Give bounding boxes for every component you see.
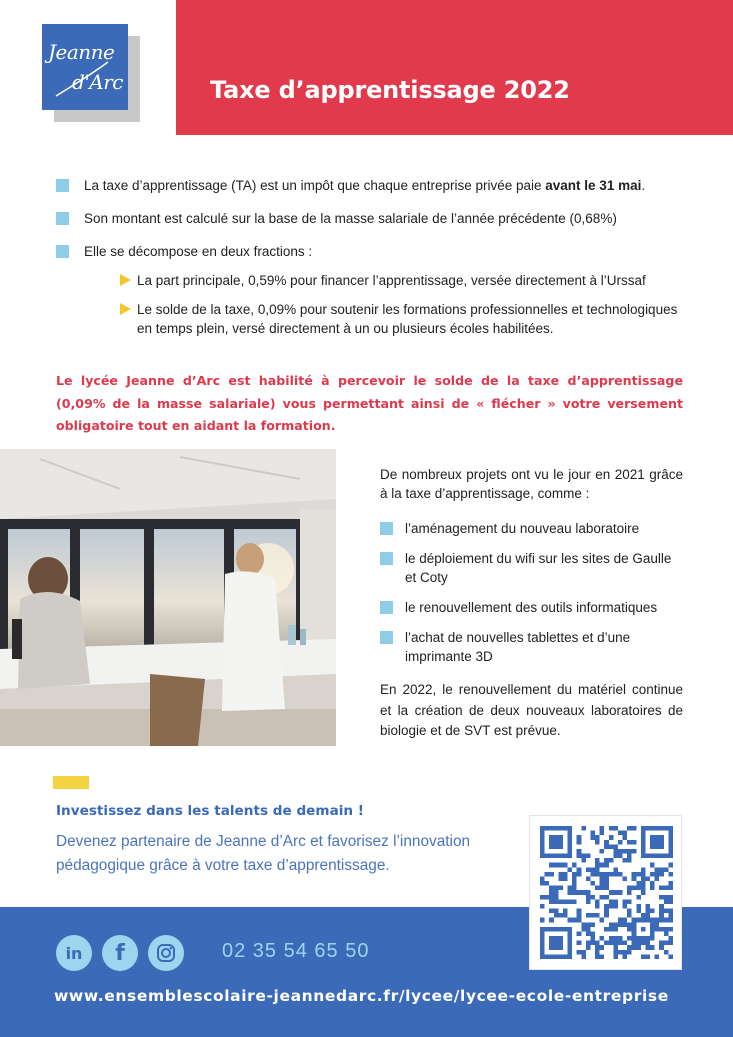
instagram-icon[interactable] xyxy=(148,935,184,971)
website-link[interactable]: www.ensemblescolaire-jeannedarc.fr/lycee/lycee-ecole-entreprise xyxy=(54,987,669,1005)
square-bullet-icon xyxy=(380,631,393,644)
square-bullet-icon xyxy=(380,522,393,535)
logo-line2: d'Arc xyxy=(72,70,124,94)
square-bullet-icon xyxy=(56,212,69,225)
square-bullet-icon xyxy=(56,245,69,258)
facebook-label: f xyxy=(115,940,125,966)
invest-title: Investissez dans les talents de demain ! xyxy=(56,803,365,819)
page-title: Taxe d’apprentissage 2022 xyxy=(210,76,570,104)
qr-code-icon[interactable] xyxy=(529,815,682,970)
logo-swirl-icon xyxy=(42,24,128,110)
triangle-bullet-icon xyxy=(120,303,131,315)
deadline-bold: avant le 31 mai xyxy=(545,178,642,193)
project-item xyxy=(380,598,683,617)
sub-bullet-main xyxy=(120,271,696,290)
fraction-sublist xyxy=(84,271,696,338)
header-band xyxy=(176,0,733,135)
bullet-fractions xyxy=(56,242,696,338)
sub-bullet-text: La part principale, 0,59% pour financer l’apprentissage, versée directement à l’Urssaf xyxy=(137,273,646,288)
bullet-end: . xyxy=(641,178,646,193)
sub-bullet-text: Le solde de la taxe, 0,09% pour soutenir les formations professionnelles et technologiques en temps plein, versé directement à un ou plusieurs écoles habilitées. xyxy=(137,302,678,336)
project-text: le déploiement du wifi sur les sites de Gaulle et Coty xyxy=(405,551,672,585)
bullet-deadline xyxy=(56,176,696,195)
projects-intro: De nombreux projets ont vu le jour en 2021 grâce à la taxe d’apprentissage, comme : xyxy=(380,467,683,501)
project-item xyxy=(380,549,683,587)
instagram-glyph xyxy=(156,943,176,963)
project-text: l’achat de nouvelles tablettes et d’une imprimante 3D xyxy=(405,630,631,664)
project-item xyxy=(380,628,683,666)
sub-bullet-balance xyxy=(120,300,696,338)
lab-photo xyxy=(0,449,336,746)
bullet-text: Elle se décompose en deux fractions : xyxy=(84,244,313,259)
phone-number[interactable]: 02 35 54 65 50 xyxy=(222,940,370,962)
project-item xyxy=(380,519,683,538)
linkedin-label: in xyxy=(65,943,83,963)
accent-bar xyxy=(53,776,89,789)
projects-column xyxy=(380,465,683,742)
square-bullet-icon xyxy=(380,601,393,614)
lab-scene-illustration xyxy=(0,449,336,746)
school-logo xyxy=(42,24,128,110)
square-bullet-icon xyxy=(380,552,393,565)
triangle-bullet-icon xyxy=(120,274,131,286)
square-bullet-icon xyxy=(56,179,69,192)
project-text: l’aménagement du nouveau laboratoire xyxy=(405,521,640,536)
invest-subtitle: Devenez partenaire de Jeanne d’Arc et favorisez l’innovation pédagogique grâce à votre taxe d’apprentissage. xyxy=(56,833,471,874)
highlight-paragraph: Le lycée Jeanne d’Arc est habilité à percevoir le solde de la taxe d’apprentissage (0,09% de la masse salariale) vous permettant ainsi de « flécher » votre versement obligatoire tout en aidant la formation. xyxy=(56,373,683,433)
bullet-text: Son montant est calculé sur la base de la masse salariale de l’année précédente (0,68%) xyxy=(84,211,617,226)
project-text: le renouvellement des outils informatiques xyxy=(405,600,658,615)
qr-code-pattern xyxy=(540,826,673,959)
facebook-icon[interactable] xyxy=(102,935,138,971)
bullet-amount xyxy=(56,209,696,228)
info-bullets xyxy=(56,176,696,352)
projects-outro: En 2022, le renouvellement du matériel continue et la création de deux nouveaux laboratoires de biologie et de SVT est prévue. xyxy=(380,682,683,738)
bullet-text: La taxe d’apprentissage (TA) est un impôt que chaque entreprise privée paie xyxy=(84,178,546,193)
linkedin-icon[interactable] xyxy=(56,935,92,971)
logo-line1: Jeanne xyxy=(48,40,115,64)
